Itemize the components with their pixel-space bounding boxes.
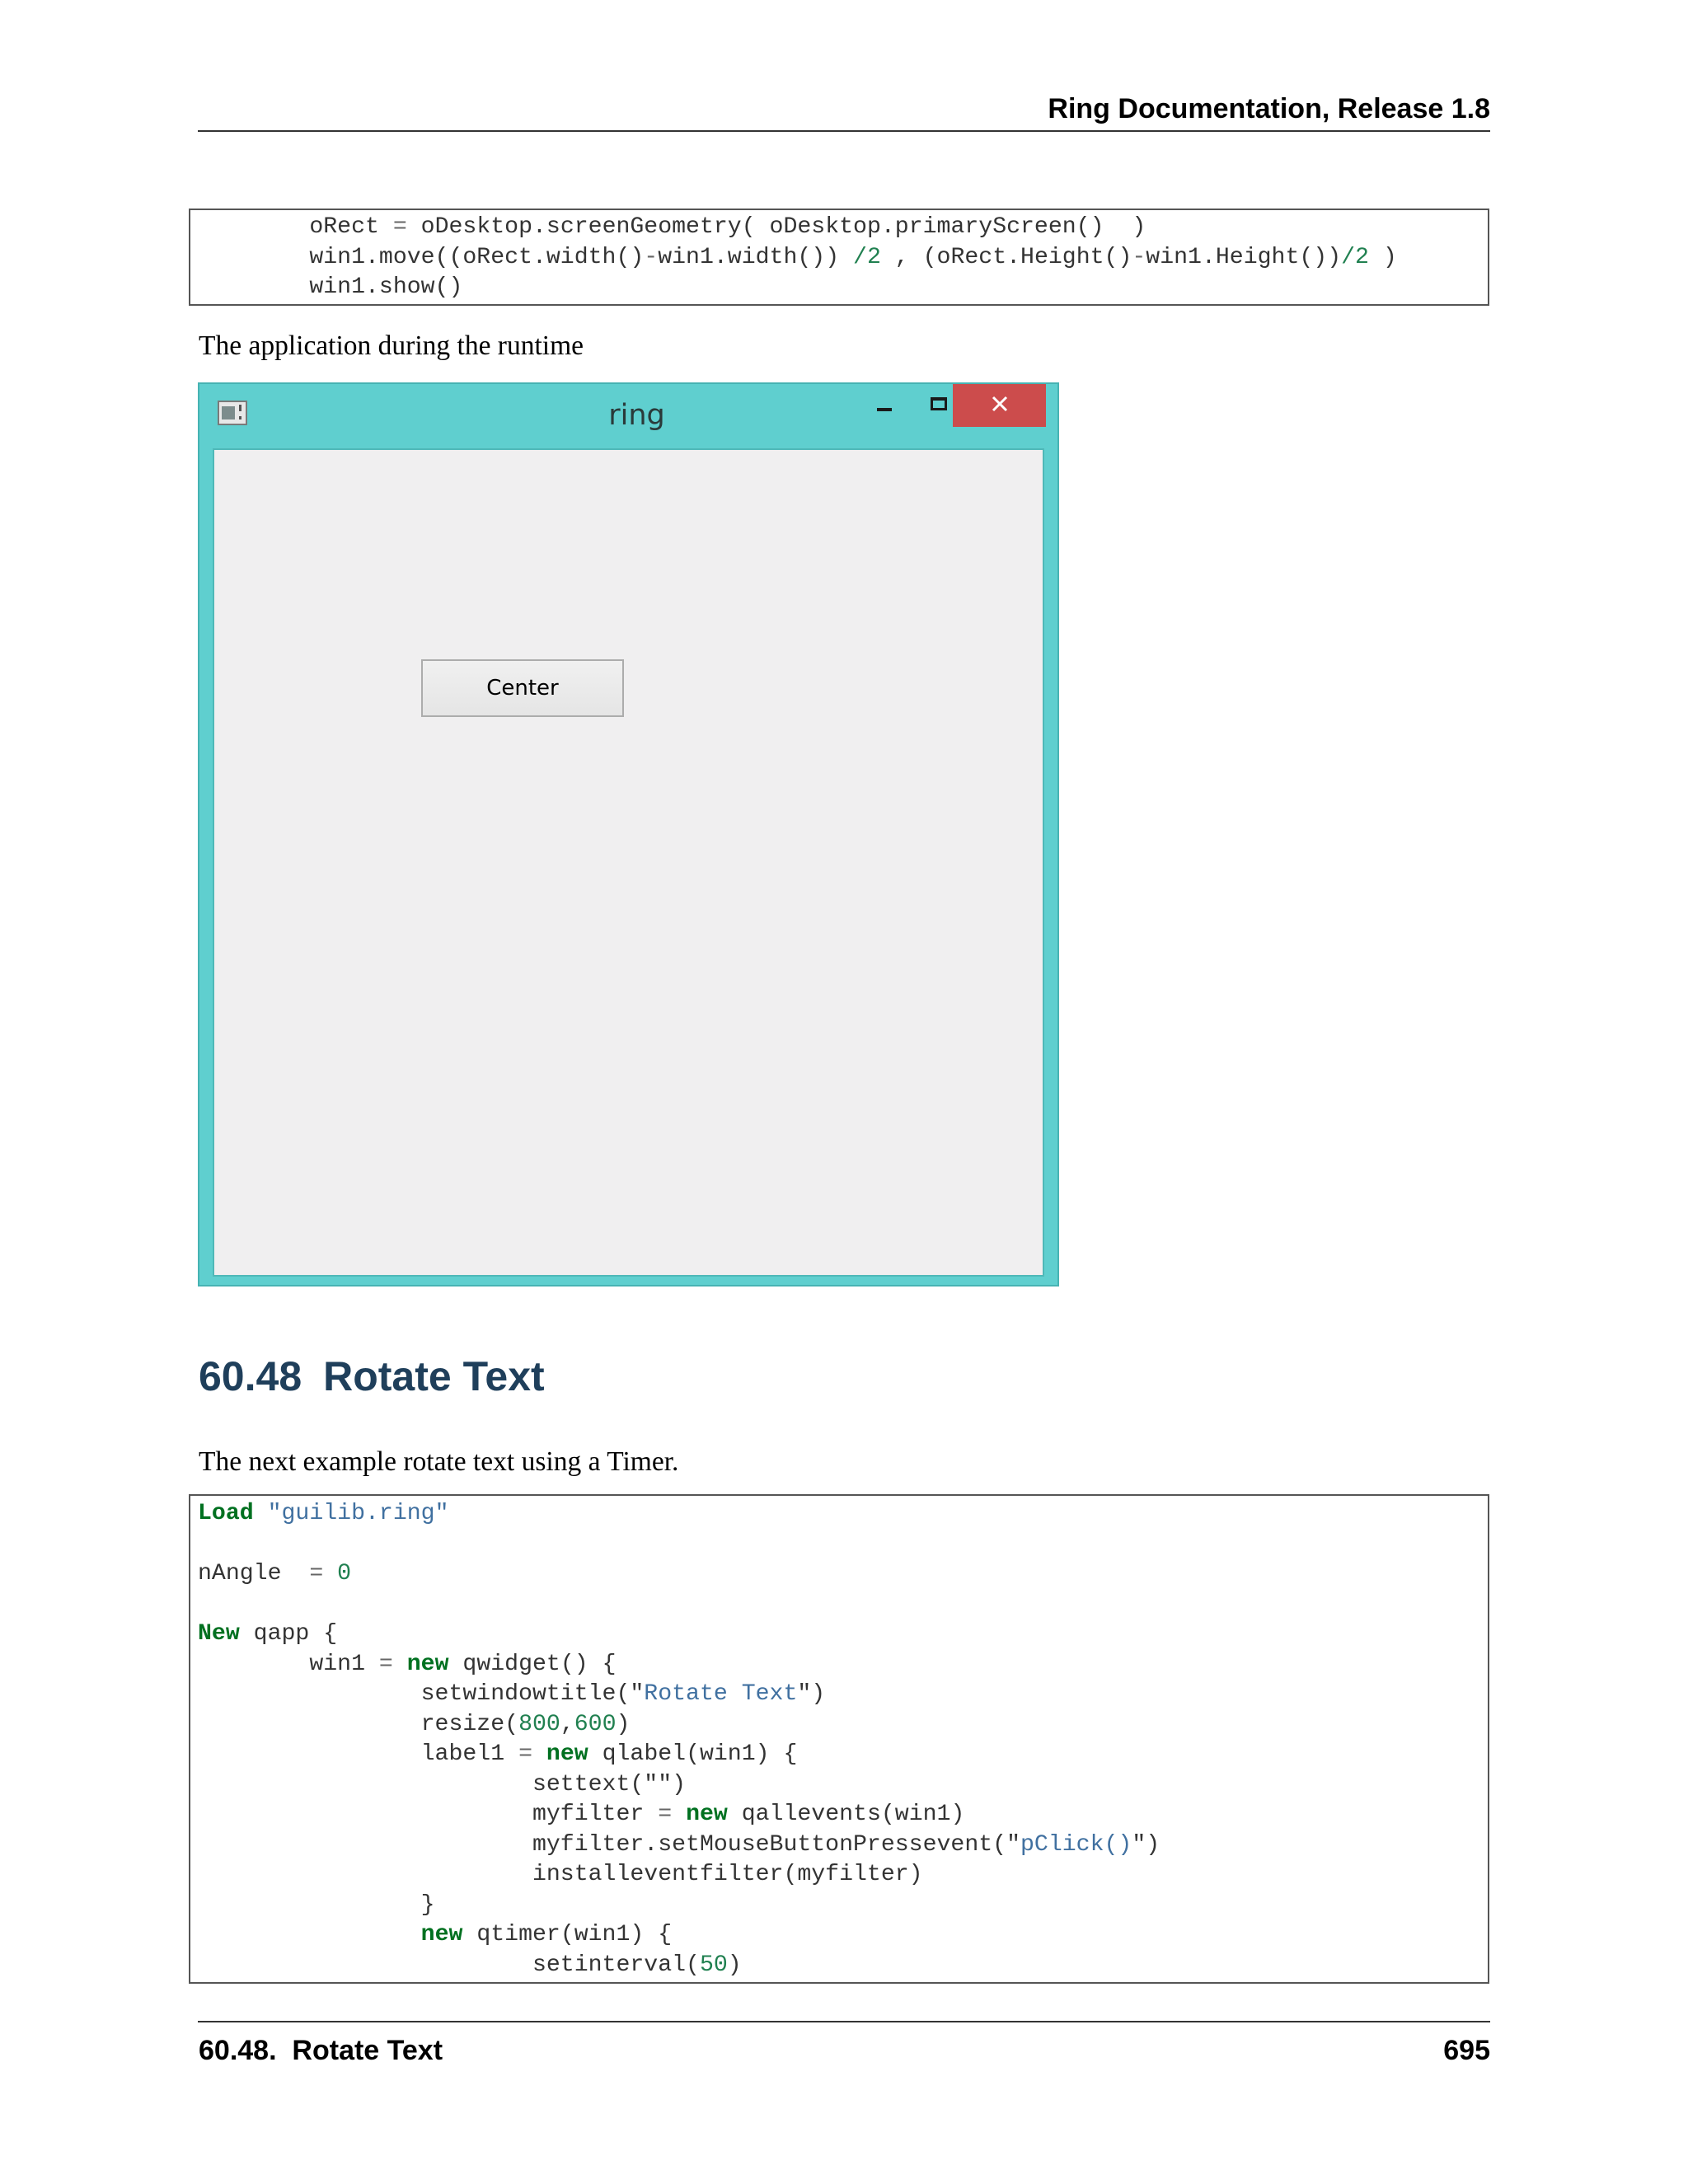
minimize-icon xyxy=(877,408,892,411)
code-line-1: oRect = oDesktop.screenGeometry( oDesktop.primaryScreen() ) xyxy=(198,214,1146,240)
title-bar xyxy=(199,384,1057,447)
code-line-10: settext("") xyxy=(198,1771,687,1797)
paragraph-runtime: The application during the runtime xyxy=(199,330,584,361)
code-line-7: setwindowtitle("Rotate Text") xyxy=(198,1681,826,1707)
code-line-3: nAngle = 0 xyxy=(198,1561,352,1586)
section-number: 60.48 xyxy=(199,1353,302,1399)
code-line-15: new qtimer(win1) { xyxy=(420,1922,673,1947)
code-block-center-window xyxy=(189,209,1489,306)
maximize-icon xyxy=(931,397,947,410)
code-line-6: win1 = new qwidget() { xyxy=(198,1651,617,1677)
code-listing xyxy=(190,1496,1488,1980)
code-line-8: resize(800,600) xyxy=(198,1711,631,1737)
section-heading xyxy=(199,1352,545,1401)
section-title: Rotate Text xyxy=(323,1353,545,1399)
footer-section-title: 60.48. Rotate Text xyxy=(199,2035,443,2066)
page-footer xyxy=(198,2021,1490,2070)
paragraph-rotate-intro: The next example rotate text using a Timer. xyxy=(199,1446,679,1477)
minimize-button[interactable] xyxy=(857,384,912,427)
close-button[interactable] xyxy=(953,384,1046,427)
page-number: 695 xyxy=(1443,2035,1490,2066)
code-line-2: win1.move((oRect.width()-win1.width()) /2 , (oRect.Height()-win1.Height())/2 ) xyxy=(198,244,1397,270)
code-line-9: label1 = new qlabel(win1) { xyxy=(198,1741,798,1767)
code-block-rotate-text xyxy=(189,1494,1489,1984)
header-title: Ring Documentation, Release 1.8 xyxy=(1048,93,1490,124)
code-line-5: New qapp { xyxy=(198,1621,338,1647)
app-window-screenshot xyxy=(198,382,1059,1286)
center-button[interactable]: Center xyxy=(421,659,624,717)
code-line-12: myfilter.setMouseButtonPressevent("pClick()") xyxy=(198,1831,1160,1858)
window-client-area xyxy=(213,448,1044,1277)
code-line-14: } xyxy=(198,1891,435,1918)
code-line-16: setinterval(50) xyxy=(198,1952,742,1978)
code-listing xyxy=(190,210,1488,303)
code-line-3: win1.show() xyxy=(198,274,463,300)
code-line-1: Load "guilib.ring" xyxy=(198,1501,449,1526)
code-line-11: myfilter = new qallevents(win1) xyxy=(198,1802,965,1827)
code-line-13: installeventfilter(myfilter) xyxy=(198,1862,923,1887)
window-title: ring xyxy=(608,399,665,432)
page-header xyxy=(198,92,1490,132)
close-icon xyxy=(991,395,1009,417)
